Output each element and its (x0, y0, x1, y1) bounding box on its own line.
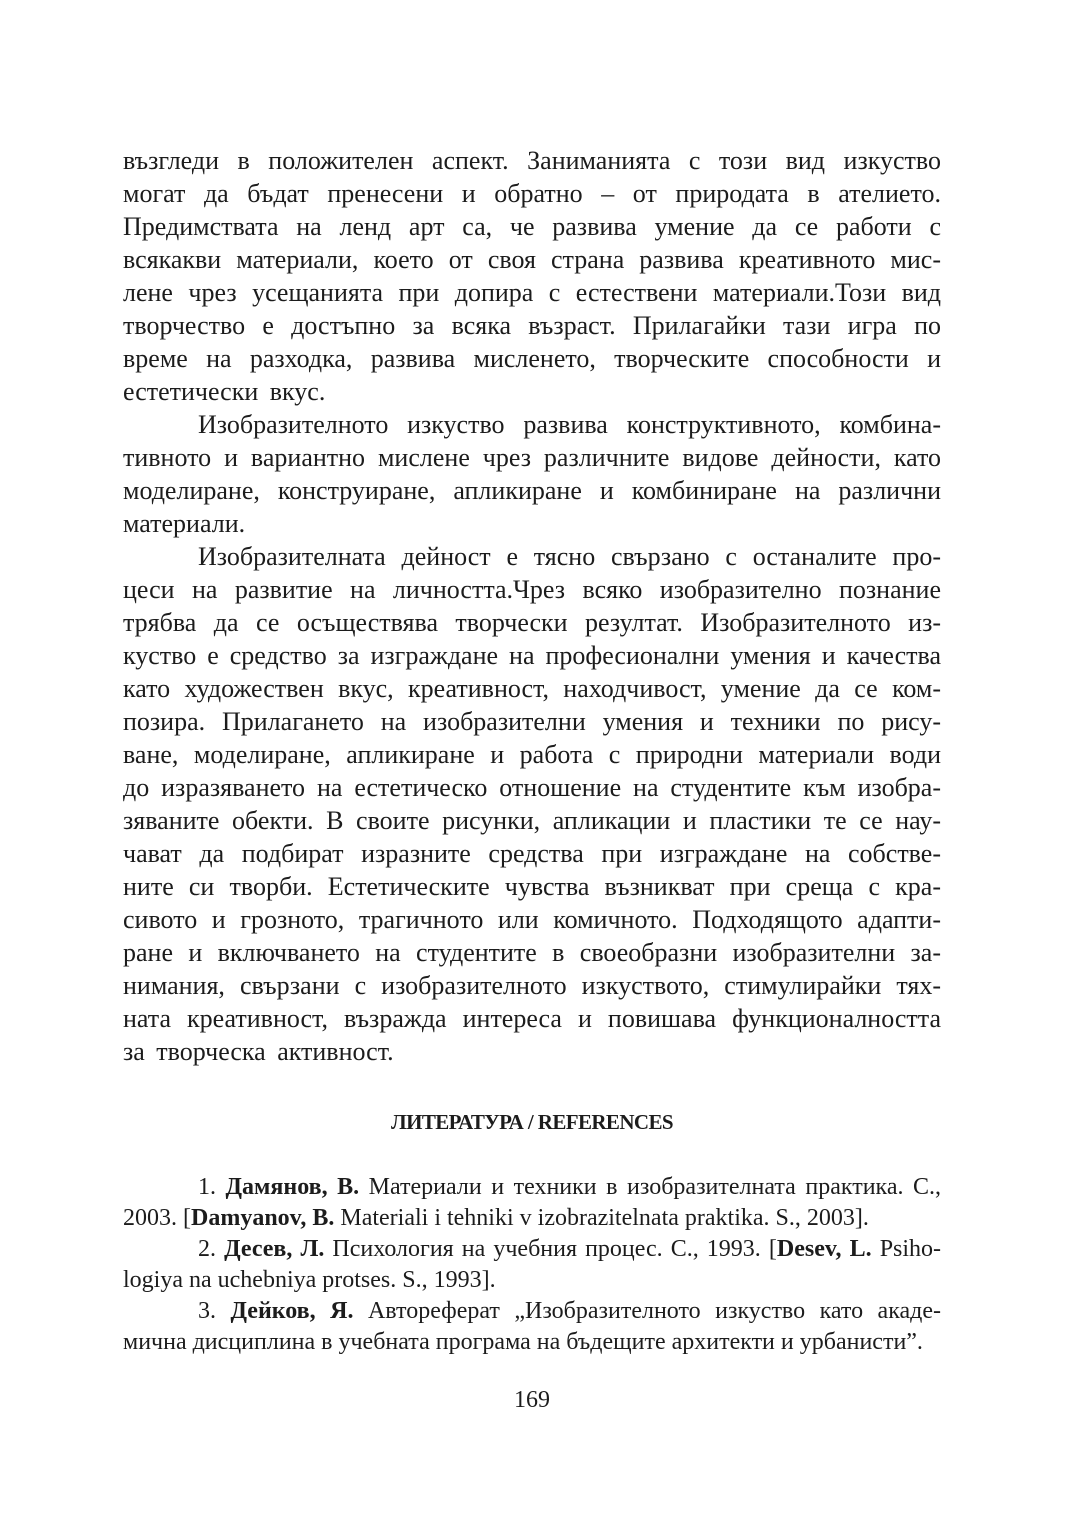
references-list (123, 1172, 941, 1358)
reference-line (123, 1296, 941, 1327)
reference-item (123, 1234, 941, 1296)
reference-translit-author: Desev, L. (776, 1236, 872, 1262)
body-line: сивото и грозното, трагичното или комичното. Подходящото адапти- (123, 905, 941, 934)
reference-translit-title: Psiho- (879, 1236, 942, 1262)
body-line: възгледи в положителен аспект. Заниманията с този вид изкуство (123, 146, 941, 175)
reference-number: 2. (198, 1236, 216, 1262)
reference-title: Автореферат „Изобразителното изкуство като акаде- (367, 1298, 942, 1324)
reference-number: 3. (198, 1298, 216, 1324)
body-paragraph (123, 540, 941, 1068)
body-paragraph (123, 144, 941, 408)
body-line: цеси на развитие на личността.Чрез всяко изобразително познание (123, 575, 941, 604)
body-line: материали. (123, 509, 246, 538)
body-line: Предимствата на ленд арт са, че развива умение да се работи с (123, 212, 941, 241)
reference-line (123, 1172, 941, 1203)
body-line: време на разходка, развива мисленето, творческите способности и (123, 344, 941, 373)
reference-author: Дейков, Я. (230, 1298, 354, 1324)
body-line: ната креативност, възражда интереса и повишава функционалността (123, 1004, 941, 1033)
body-line: зяваните обекти. В своите рисунки, апликации и пластики те се нау- (123, 806, 941, 835)
body-line: естетически вкус. (123, 377, 326, 406)
reference-author: Дамянов, В. (225, 1174, 360, 1200)
body-line: тивното и вариантно мислене чрез различните видове дейности, като (123, 443, 941, 472)
reference-number: 1. (198, 1174, 216, 1200)
body-text (123, 144, 941, 1068)
body-line: чават да подбират изразните средства при изграждане на собстве- (123, 839, 941, 868)
body-line: Изобразителната дейност е тясно свързано с останалите про- (198, 542, 941, 571)
reference-author: Десев, Л. (224, 1236, 325, 1262)
body-line: творчество е достъпно за всяка възраст. Прилагайки тази игра по (123, 311, 941, 340)
body-line: като художествен вкус, креативност, находчивост, умение да се ком- (123, 674, 941, 703)
reference-translit-title: logiya na uchebniya protses. S., 1993]. (123, 1267, 496, 1293)
reference-translit-title: Materiali i tehniki v izobrazitelnata praktika. S., 2003]. (340, 1205, 869, 1231)
references-heading: ЛИТЕРАТУРА / REFERENCES (391, 1110, 673, 1134)
body-line: куство е средство за изграждане на професионални умения и качества (123, 641, 941, 670)
body-line: ване, моделиране, апликиране и работа с природни материали води (123, 740, 941, 769)
body-line: до изразяването на естетическо отношение на студентите към изобра- (123, 773, 941, 802)
body-line: могат да бъдат пренесени и обратно – от природата в ателието. (123, 179, 941, 208)
body-paragraph (123, 408, 941, 540)
body-line: всякакви материали, което от своя страна развива креативното мис- (123, 245, 941, 274)
reference-line (123, 1203, 941, 1234)
body-line: Изобразителното изкуство развива конструктивното, комбина- (198, 410, 941, 439)
body-line: нимания, свързани с изобразителното изкуството, стимулирайки тях- (123, 971, 941, 1000)
body-line: за творческа активност. (123, 1037, 394, 1066)
reference-line (123, 1234, 941, 1265)
body-line: позира. Прилагането на изобразителни умения и техники по рису- (123, 707, 941, 736)
body-line: ране и включването на студентите в своеобразни изобразителни за- (123, 938, 941, 967)
reference-title: Психология на учебния процес. С., 1993. [ (332, 1236, 777, 1262)
reference-line (123, 1265, 941, 1296)
page-number: 169 (514, 1387, 550, 1413)
reference-item (123, 1296, 941, 1358)
body-line: моделиране, конструиране, апликиране и комбиниране на различни (123, 476, 941, 505)
reference-translit-prefix: 2003. [ (123, 1205, 191, 1231)
reference-translit-author: Damyanov, B. (191, 1205, 335, 1231)
reference-item (123, 1172, 941, 1234)
reference-title: Материали и техники в изобразителната практика. С., (368, 1174, 942, 1200)
body-line: трябва да се осъществява творчески резултат. Изобразителното из- (123, 608, 941, 637)
body-line: ните си творби. Естетическите чувства възникват при среща с кра- (123, 872, 941, 901)
reference-title: мична дисциплина в учебната програма на бъдещите архитекти и урбанисти”. (123, 1329, 923, 1355)
body-line: лене чрез усещанията при допира с естествени материали.Този вид (123, 278, 941, 307)
reference-line (123, 1327, 941, 1358)
